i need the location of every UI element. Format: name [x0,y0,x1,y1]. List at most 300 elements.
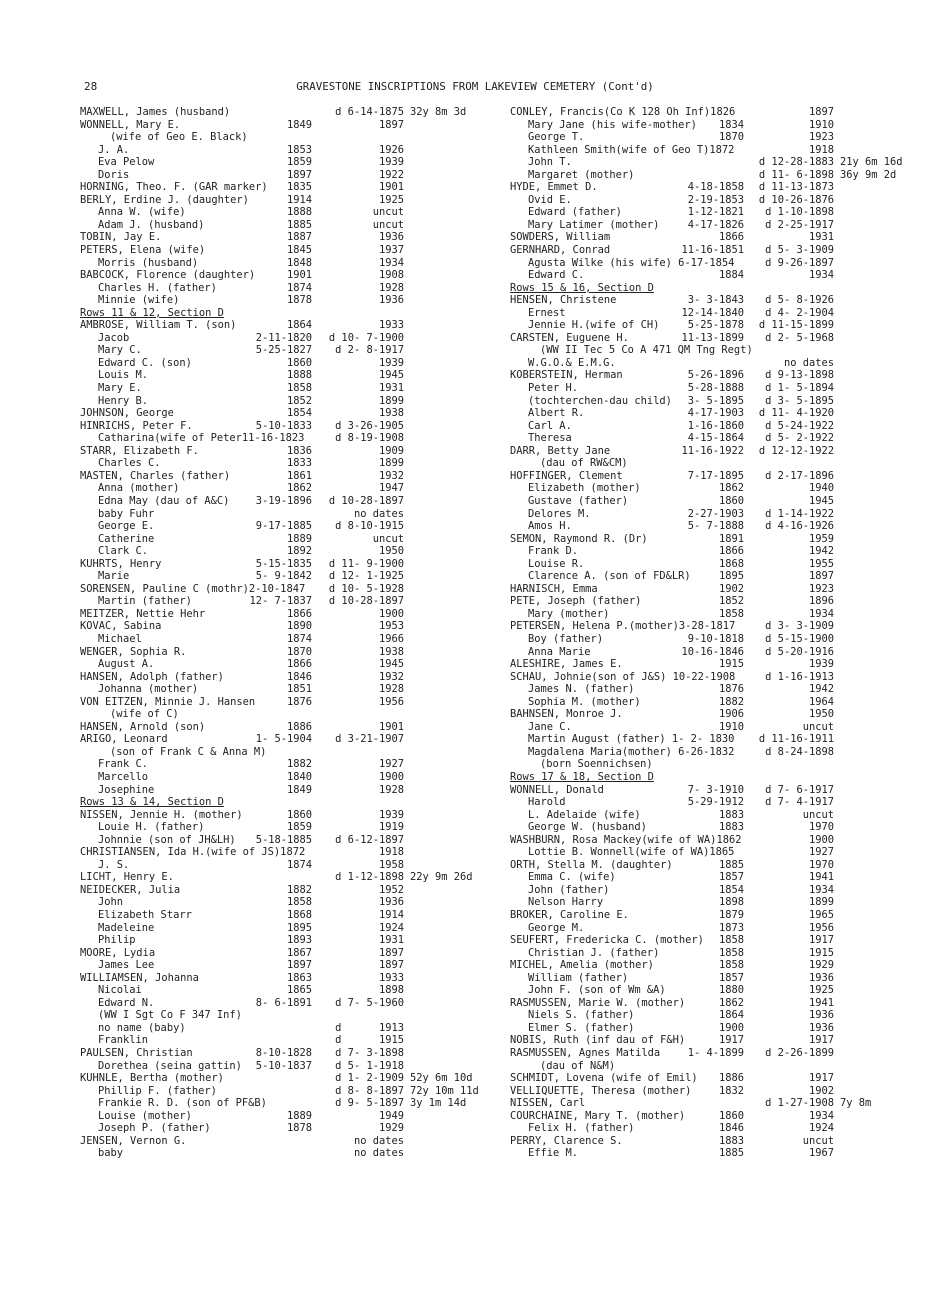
burial-entry [80,809,500,822]
entry-birth: 1857 [718,871,744,884]
entry-birth: 1895 [286,921,312,934]
entry-death: 1899 [378,457,404,470]
burial-entry [510,733,910,746]
burial-entry [510,721,910,734]
section-heading [510,771,910,784]
entry-death: 1899 [378,394,404,407]
entry-death: 1901 [378,720,404,733]
entry-death: d 10- 5-1928 [328,582,404,595]
entry-name: Edward (father) [528,206,622,219]
entry-death: 1958 [378,858,404,871]
burial-entry [510,294,910,307]
entry-birth: 1885 [718,1147,744,1160]
burial-entry [510,395,910,408]
burial-entry [510,1085,910,1098]
entry-birth: 1868 [718,557,744,570]
burial-entry [510,231,910,244]
entry-birth: 1865 [286,984,312,997]
entry-name: baby [98,1147,124,1160]
burial-entry [80,620,500,633]
entry-death: d 11- 4-1920 [758,407,834,420]
entry-death: d 2-26-1899 [765,1047,834,1060]
entry-name: Josephine [98,783,155,796]
entry-name: PERRY, Clarence S. [510,1134,623,1147]
burial-entry [510,169,910,182]
entry-death: 1953 [378,620,404,633]
entry-birth: 1834 [718,118,744,131]
entry-birth: 1861 [286,469,312,482]
burial-entry [510,194,910,207]
entry-name: BAHNSEN, Monroe J. [510,708,623,721]
burial-entry [80,696,500,709]
entry-name: PAULSEN, Christian [80,1047,193,1060]
entry-birth: 1880 [718,984,744,997]
entry-name: Charles H. (father) [98,281,217,294]
entry-birth: 1883 [718,1134,744,1147]
entry-name: L. Adelaide (wife) [528,808,641,821]
entry-birth: 7-17-1895 [687,469,744,482]
entry-name: HORNING, Theo. F. (GAR marker) [80,181,268,194]
entry-death: no dates [783,356,834,369]
entry-death: 1952 [378,883,404,896]
entry-death: 1936 [808,1009,834,1022]
entry-name: Charles C. [98,457,161,470]
entry-birth: 1873 [718,921,744,934]
entry-death: d 5- 2-1922 [765,432,834,445]
entry-death: 1965 [808,909,834,921]
burial-entry [510,758,910,771]
entry-death: 1897 [378,946,404,959]
burial-entry [80,1034,500,1047]
entry-birth: 1885 [718,858,744,871]
entry-death: 1929 [808,959,834,972]
entry-name: Mary C. [98,344,142,357]
burial-entry [80,834,500,847]
entry-name: Edward N. [98,996,155,1009]
burial-entry [80,922,500,935]
burial-entry [80,871,500,884]
entry-birth: 1849 [286,118,312,131]
entry-name: Rows 13 & 14, Section D [80,796,224,809]
left-column [80,106,500,1160]
entry-death: no dates [353,1134,404,1147]
entry-death: 1941 [808,996,834,1009]
entry-name: Lottie B. Wonnell(wife of WA)1865 [528,846,735,859]
entry-name: BABCOCK, Florence (daughter) [80,269,256,282]
burial-entry [510,846,910,859]
entry-name: J. S. [98,858,130,871]
entry-death: 1900 [378,770,404,783]
entry-birth: 5-28-1888 [687,382,744,395]
page-number: 28 [84,80,98,93]
burial-entry [80,144,500,157]
entry-name: KOVAC, Sabina [80,620,162,633]
entry-death: 1897 [808,106,834,118]
burial-entry [80,520,500,533]
entry-name: Dorethea (seina gattin) [98,1059,242,1072]
entry-birth: 8-10-1828 [255,1047,312,1060]
entry-death: d 1-12-1898 [335,871,404,884]
entry-death: d 8-24-1898 [765,745,834,758]
entry-name: John T. [528,156,572,169]
entry-birth: 1836 [286,444,312,457]
entry-name: Philip [98,934,136,947]
entry-name: Clark C. [98,545,149,558]
entry-name: Doris [98,168,130,181]
entry-birth: 1833 [286,457,312,470]
burial-entry [510,583,910,596]
entry-name: (wife of C) [110,708,179,721]
entry-birth: 12-14-1840 [681,306,744,319]
entry-name: Johanna (mother) [98,683,199,696]
entry-birth: 1866 [718,545,744,558]
burial-entry [510,520,910,533]
entry-name: Carl A. [528,419,572,432]
entry-death: d 8-10-1915 [335,520,404,533]
entry-death: 1924 [808,1122,834,1135]
entry-birth: 9-10-1818 [687,632,744,645]
entry-name: HANSEN, Arnold (son) [80,720,206,733]
entry-death: d 3- 3-1909 [765,620,834,633]
entry-death: 1970 [808,858,834,871]
entry-name: Frankie R. D. (son of PF&B) [98,1097,267,1110]
burial-entry [80,784,500,797]
entry-death: d 7- 6-1917 [765,783,834,796]
burial-entry [80,595,500,608]
burial-entry [80,934,500,947]
entry-name: BROKER, Caroline E. [510,909,629,921]
burial-entry [80,169,500,182]
entry-death: d 1-14-1922 [765,507,834,520]
entry-death: 1939 [808,658,834,671]
entry-name: NISSEN, Carl [510,1097,586,1110]
entry-name: George E. [98,520,155,533]
entry-birth: 1889 [286,532,312,545]
entry-death: 1964 [808,695,834,708]
burial-entry [80,972,500,985]
entry-birth: 1864 [286,319,312,332]
entry-birth: 1851 [286,683,312,696]
entry-name: Marcello [98,770,149,783]
entry-age: 72y 10m 11d [410,1084,479,1097]
entry-name: George T. [528,131,585,144]
entry-death: uncut [802,720,834,733]
entry-death: d 11-16-1911 [758,733,834,746]
entry-birth: 1888 [286,206,312,219]
entry-death: 1939 [378,808,404,821]
entry-name: Niels S. (father) [528,1009,635,1022]
entry-birth: 8- 6-1891 [255,996,312,1009]
entry-birth: 2-19-1853 [687,193,744,206]
burial-entry [510,457,910,470]
entry-death: 1917 [808,1072,834,1085]
entry-name: Nicolai [98,984,142,997]
entry-birth: 1860 [286,356,312,369]
burial-entry [510,1009,910,1022]
entry-death: 1929 [378,1122,404,1135]
entry-death: 1919 [378,821,404,834]
entry-name: Nelson Harry [528,896,604,909]
burial-entry [510,470,910,483]
entry-birth: 1914 [286,193,312,206]
entry-name: Louise (mother) [98,1109,192,1122]
entry-birth: 1860 [718,1109,744,1122]
burial-entry [510,144,910,157]
entry-name: Catharina(wife of Peter11-16-1823 [98,432,305,445]
burial-entry [510,1022,910,1035]
entry-birth: 1900 [718,1021,744,1034]
entry-death: uncut [802,1134,834,1147]
entry-name: Theresa [528,432,572,445]
entry-death: 1926 [378,143,404,156]
entry-birth: 5-26-1896 [687,369,744,382]
entry-birth: 4-17-1903 [687,407,744,420]
entry-death: 1901 [378,181,404,194]
entry-name: RASMUSSEN, Marie W. (mother) [510,996,686,1009]
entry-name: NOBIS, Ruth (inf dau of F&H) [510,1034,686,1047]
entry-name: CONLEY, Francis(Co K 128 Oh Inf)1826 [510,106,736,118]
entry-birth: 5-18-1885 [255,833,312,846]
entry-death: d 8-19-1908 [335,432,404,445]
entry-birth: 1889 [286,1109,312,1122]
entry-birth: 1848 [286,256,312,269]
entry-name: Marie [98,570,130,583]
entry-death: 1955 [808,557,834,570]
entry-death: 1925 [808,984,834,997]
entry-death: 1934 [808,607,834,620]
entry-name: Minnie (wife) [98,294,180,307]
section-heading [80,796,500,809]
burial-entry [80,533,500,546]
burial-entry [80,896,500,909]
entry-name: (dau of RW&CM) [540,457,628,470]
burial-entry [510,972,910,985]
burial-entry [80,206,500,219]
entry-name: VON EITZEN, Minnie J. Hansen [80,695,256,708]
entry-name: Mary Latimer (mother) [528,218,660,231]
entry-death: d 12- 1-1925 [328,570,404,583]
entry-death: 1923 [808,131,834,144]
entry-name: TOBIN, Jay E. [80,231,162,244]
entry-birth: 1858 [286,382,312,395]
entry-birth: 11-13-1899 [681,331,744,344]
entry-name: NISSEN, Jennie H. (mother) [80,808,243,821]
entry-birth: 1858 [718,934,744,947]
entry-name: KUHRTS, Henry [80,557,162,570]
entry-death: 1945 [808,494,834,507]
entry-name: JENSEN, Vernon G. [80,1134,187,1147]
burial-entry [510,1034,910,1047]
entry-death: 1934 [378,256,404,269]
entry-birth: 1853 [286,143,312,156]
entry-death: 1933 [378,971,404,984]
entry-birth: 5-25-1827 [255,344,312,357]
entry-birth: 1- 4-1899 [687,1047,744,1060]
burial-entry [510,332,910,345]
entry-name: Louis M. [98,369,149,382]
entry-name: Adam J. (husband) [98,218,205,231]
entry-name: Clarence A. (son of FD&LR) [528,570,691,583]
burial-entry [510,445,910,458]
entry-name: STARR, Elizabeth F. [80,444,199,457]
burial-entry [510,508,910,521]
entry-birth: 1858 [718,959,744,972]
section-heading [80,307,500,320]
entry-birth: 1883 [718,821,744,834]
entry-name: Anna W. (wife) [98,206,186,219]
burial-entry [80,947,500,960]
entry-name: Ovid E. [528,193,572,206]
entry-name: Martin (father) [98,595,192,608]
entry-death: 1950 [808,708,834,721]
entry-birth: 1890 [286,620,312,633]
entry-death: 1942 [808,545,834,558]
entry-age: 3y 1m 14d [410,1097,467,1110]
entry-death: 1936 [378,294,404,307]
entry-name: Kathleen Smith(wife of Geo T)1872 [528,143,735,156]
entry-death: 1925 [378,193,404,206]
burial-entry [80,244,500,257]
burial-entry [80,771,500,784]
entry-death: 1956 [808,921,834,934]
entry-name: PETERS, Elena (wife) [80,244,206,257]
entry-death: 1924 [378,921,404,934]
burial-entry [80,884,500,897]
entry-death: 1956 [378,695,404,708]
burial-entry [80,997,500,1010]
entry-birth: 4-18-1858 [687,181,744,194]
entry-death: d 5-24-1922 [765,419,834,432]
entry-death: d 7- 3-1898 [335,1047,404,1060]
entry-death: d 6-12-1897 [335,833,404,846]
entry-birth: 5-25-1878 [687,319,744,332]
entry-death: 1928 [378,683,404,696]
entry-birth: 1857 [718,971,744,984]
burial-entry [510,884,910,897]
entry-name: NEIDECKER, Julia [80,883,181,896]
burial-entry [510,357,910,370]
entry-birth: 5- 9-1842 [255,570,312,583]
entry-death: d 10-28-1897 [328,595,404,608]
entry-birth: 1915 [718,658,744,671]
entry-death: 1900 [808,833,834,846]
entry-name: Mary Jane (his wife-mother) [528,118,697,131]
entry-birth: 5-10-1837 [255,1059,312,1072]
burial-entry [510,533,910,546]
burial-entry [510,784,910,797]
burial-entry [510,1122,910,1135]
entry-birth: 2-11-1820 [255,331,312,344]
entry-birth: 1862 [718,996,744,1009]
entry-death: d 1-16-1913 [765,670,834,683]
burial-entry [510,834,910,847]
burial-entry [80,708,500,721]
burial-entry [80,194,500,207]
entry-death: d 9- 5-1897 [335,1097,404,1110]
entry-name: (WW II Tec 5 Co A 471 QM Tng Regt) [540,344,753,357]
burial-entry [80,733,500,746]
burial-entry [510,959,910,972]
entry-death: 1934 [808,1109,834,1122]
entry-name: James N. (father) [528,683,635,696]
entry-birth: 1862 [286,482,312,495]
entry-birth: 1845 [286,244,312,257]
burial-entry [510,244,910,257]
entry-birth: 1882 [286,758,312,771]
burial-entry [510,997,910,1010]
burial-entry [80,257,500,270]
entry-birth: 5-29-1912 [687,796,744,809]
entry-death: d 12-12-1922 [758,444,834,457]
entry-birth: 5-15-1835 [255,557,312,570]
burial-entry [80,119,500,132]
entry-death: 1915 [808,946,834,959]
entry-name: Margaret (mother) [528,168,635,181]
entry-death: d 5-20-1916 [765,645,834,658]
entry-birth: 1898 [718,896,744,909]
entry-death: uncut [372,206,404,219]
entry-birth: 1858 [718,607,744,620]
entry-death: 1938 [378,645,404,658]
burial-entry [510,1135,910,1148]
entry-name: PETERSEN, Helena P.(mother)3-28-1817 [510,620,736,633]
burial-entry [80,294,500,307]
burial-entry [80,231,500,244]
entry-name: Gustave (father) [528,494,629,507]
entry-death: uncut [372,218,404,231]
entry-birth: 12- 7-1837 [249,595,312,608]
entry-name: Anna Marie [528,645,591,658]
entry-birth: 1852 [718,595,744,608]
entry-death: 1959 [808,532,834,545]
entry-birth: 2-27-1903 [687,507,744,520]
entry-name: VELLIQUETTE, Theresa (mother) [510,1084,692,1097]
entry-birth: 3- 5-1895 [687,394,744,407]
burial-entry [510,369,910,382]
entry-death: 1922 [378,168,404,181]
entry-name: Phillip F. (father) [98,1084,217,1097]
burial-entry [80,420,500,433]
entry-name: HANSEN, Adolph (father) [80,670,224,683]
entry-name: MOORE, Lydia [80,946,156,959]
burial-entry [80,432,500,445]
entry-name: Jane C. [528,720,572,733]
entry-death: 1910 [808,118,834,131]
burial-entry [510,646,910,659]
entry-birth: 1879 [718,909,744,921]
entry-name: John (father) [528,883,610,896]
entry-birth: 1859 [286,821,312,834]
entry-death: 1932 [378,670,404,683]
entry-birth: 1832 [718,1084,744,1097]
entry-birth: 1876 [286,695,312,708]
entry-name: James Lee [98,959,155,972]
entry-name: Eva Pelow [98,156,155,169]
entry-birth: 1859 [286,156,312,169]
burial-entry [80,909,500,922]
entry-birth: 1892 [286,545,312,558]
entry-death: 1927 [808,846,834,859]
entry-death: d 10-28-1897 [328,494,404,507]
entry-birth: 1835 [286,181,312,194]
entry-death: 1931 [808,231,834,244]
burial-entry [80,1060,500,1073]
burial-entry [80,457,500,470]
entry-name: (son of Frank C & Anna M) [110,745,267,758]
burial-entry [80,671,500,684]
entry-name: Sophia M. (mother) [528,695,641,708]
entry-name: HOFFINGER, Clement [510,469,623,482]
